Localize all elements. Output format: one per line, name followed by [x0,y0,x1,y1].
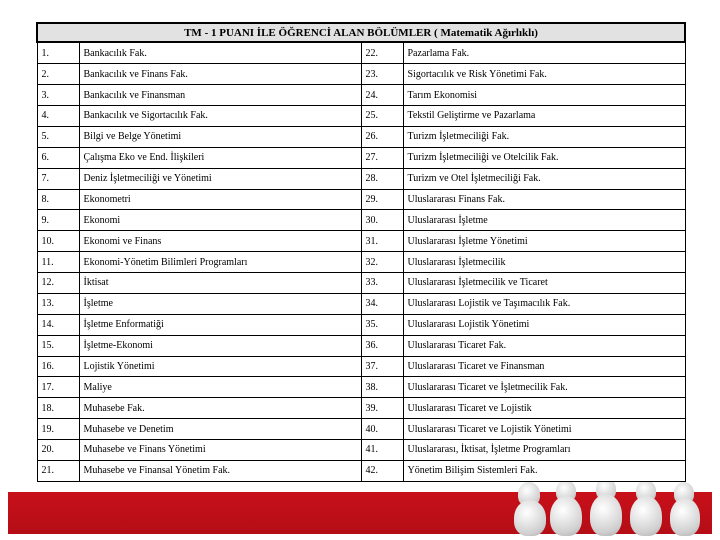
department-name-right: Tarım Ekonomisi [403,85,685,106]
department-name-right: Uluslararası Finans Fak. [403,189,685,210]
row-number-right: 32. [361,252,403,273]
table-row [37,273,685,294]
row-number-left: 15. [37,335,79,356]
department-name-right: Uluslararası İşletme [403,210,685,231]
table-body [37,42,685,482]
department-name-left: Muhasebe ve Finans Yönetimi [79,440,361,461]
row-number-left: 10. [37,231,79,252]
row-number-left: 21. [37,460,79,481]
table-row [37,126,685,147]
row-number-left: 16. [37,356,79,377]
department-name-right: Turizm İşletmeciliği Fak. [403,126,685,147]
table-row [37,398,685,419]
department-name-left: İktisat [79,273,361,294]
department-name-left: Muhasebe ve Finansal Yönetim Fak. [79,460,361,481]
table-row [37,189,685,210]
row-number-right: 27. [361,147,403,168]
table-row [37,356,685,377]
row-number-right: 28. [361,168,403,189]
department-name-left: Çalışma Eko ve End. İlişkileri [79,147,361,168]
department-name-left: Bankacılık ve Finans Fak. [79,64,361,85]
row-number-left: 18. [37,398,79,419]
table-row [37,168,685,189]
department-name-left: Ekonometri [79,189,361,210]
table-row [37,106,685,127]
department-name-left: Bankacılık Fak. [79,42,361,64]
row-number-left: 4. [37,106,79,127]
row-number-left: 13. [37,293,79,314]
row-number-left: 8. [37,189,79,210]
row-number-left: 12. [37,273,79,294]
department-name-right: Tekstil Geliştirme ve Pazarlama [403,106,685,127]
row-number-right: 34. [361,293,403,314]
table-row [37,210,685,231]
table-row [37,440,685,461]
department-name-left: Lojistik Yönetimi [79,356,361,377]
row-number-left: 19. [37,419,79,440]
row-number-right: 35. [361,314,403,335]
row-number-right: 39. [361,398,403,419]
people-figures-image [510,478,710,538]
department-name-right: Uluslararası İşletmecilik ve Ticaret [403,273,685,294]
table-row [37,419,685,440]
row-number-right: 42. [361,460,403,481]
row-number-right: 31. [361,231,403,252]
department-name-right: Pazarlama Fak. [403,42,685,64]
table-title: TM - 1 PUANI İLE ÖĞRENCİ ALAN BÖLÜMLER ( Matematik Ağırlıklı) [37,23,685,42]
row-number-left: 14. [37,314,79,335]
row-number-left: 20. [37,440,79,461]
table-row [37,64,685,85]
row-number-right: 36. [361,335,403,356]
row-number-left: 5. [37,126,79,147]
row-number-left: 3. [37,85,79,106]
row-number-right: 33. [361,273,403,294]
department-name-right: Uluslararası İşletme Yönetimi [403,231,685,252]
row-number-left: 6. [37,147,79,168]
table-row [37,252,685,273]
department-name-left: İşletme-Ekonomi [79,335,361,356]
table-row [37,293,685,314]
departments-table [36,22,686,482]
table-row [37,85,685,106]
department-name-right: Uluslararası, İktisat, İşletme Programları [403,440,685,461]
department-name-left: Ekonomi-Yönetim Bilimleri Programları [79,252,361,273]
table-row [37,42,685,64]
department-name-right: Uluslararası Lojistik ve Taşımacılık Fak. [403,293,685,314]
table-row [37,377,685,398]
row-number-right: 41. [361,440,403,461]
row-number-right: 25. [361,106,403,127]
table-row [37,231,685,252]
department-name-left: İşletme [79,293,361,314]
row-number-left: 9. [37,210,79,231]
department-name-left: Bilgi ve Belge Yönetimi [79,126,361,147]
department-name-right: Turizm İşletmeciliği ve Otelcilik Fak. [403,147,685,168]
row-number-right: 40. [361,419,403,440]
department-name-left: Bankacılık ve Finansman [79,85,361,106]
row-number-right: 23. [361,64,403,85]
department-name-right: Uluslararası Ticaret ve Finansman [403,356,685,377]
row-number-left: 11. [37,252,79,273]
department-name-right: Sigortacılık ve Risk Yönetimi Fak. [403,64,685,85]
department-name-left: Ekonomi [79,210,361,231]
department-name-right: Uluslararası İşletmecilik [403,252,685,273]
department-name-right: Uluslararası Ticaret ve Lojistik Yönetimi [403,419,685,440]
department-name-left: Muhasebe ve Denetim [79,419,361,440]
row-number-right: 29. [361,189,403,210]
row-number-right: 37. [361,356,403,377]
row-number-right: 26. [361,126,403,147]
table-row [37,314,685,335]
department-name-left: Deniz İşletmeciliği ve Yönetimi [79,168,361,189]
department-name-right: Uluslararası Ticaret ve İşletmecilik Fak. [403,377,685,398]
table-row [37,147,685,168]
department-name-left: Bankacılık ve Sigortacılık Fak. [79,106,361,127]
row-number-right: 22. [361,42,403,64]
row-number-right: 30. [361,210,403,231]
table-row [37,460,685,481]
department-name-left: İşletme Enformatiği [79,314,361,335]
department-name-right: Turizm ve Otel İşletmeciliği Fak. [403,168,685,189]
row-number-left: 2. [37,64,79,85]
row-number-left: 1. [37,42,79,64]
row-number-left: 17. [37,377,79,398]
department-name-left: Maliye [79,377,361,398]
table-row [37,335,685,356]
department-name-right: Uluslararası Lojistik Yönetimi [403,314,685,335]
department-name-left: Ekonomi ve Finans [79,231,361,252]
row-number-left: 7. [37,168,79,189]
department-name-right: Yönetim Bilişim Sistemleri Fak. [403,460,685,481]
department-name-left: Muhasebe Fak. [79,398,361,419]
department-name-right: Uluslararası Ticaret Fak. [403,335,685,356]
department-name-right: Uluslararası Ticaret ve Lojistik [403,398,685,419]
row-number-right: 24. [361,85,403,106]
row-number-right: 38. [361,377,403,398]
